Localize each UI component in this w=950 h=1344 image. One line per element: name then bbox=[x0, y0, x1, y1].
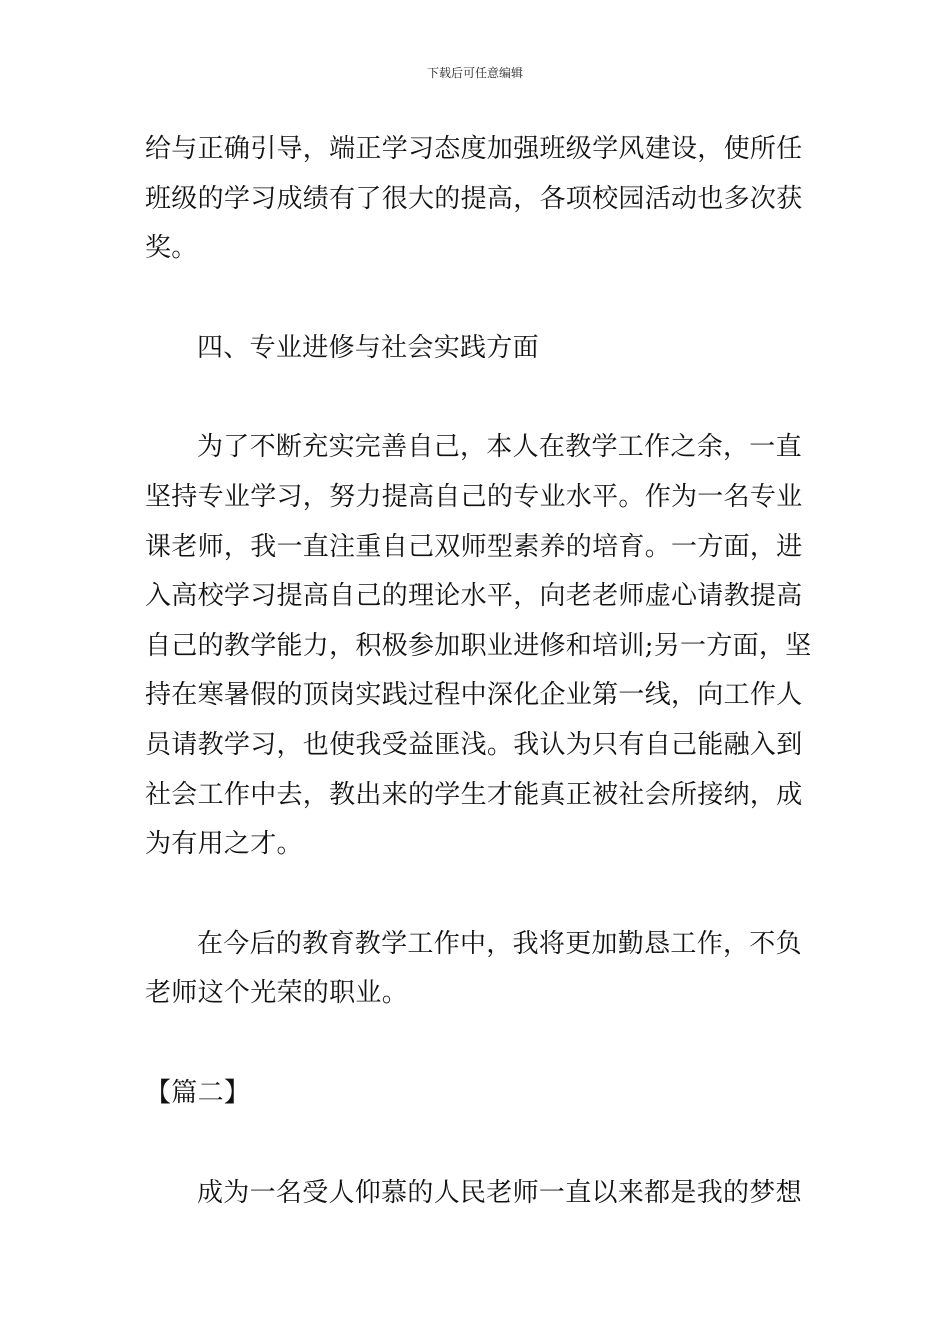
text-line: 员请教学习，也使我受益匪浅。我认为只有自己能融入到 bbox=[145, 729, 803, 760]
text-line: 课老师，我一直注重自己双师型素养的培育。一方面，进 bbox=[145, 531, 803, 562]
document-body bbox=[145, 125, 810, 1218]
text-line: 社会工作中去，教出来的学生才能真正被社会所接纳，成 bbox=[145, 779, 803, 810]
text-line: 为了不断充实完善自己，本人在教学工作之余，一直 bbox=[197, 432, 802, 463]
page-header: 下载后可任意编辑 bbox=[426, 66, 523, 80]
paragraph-chapter-two bbox=[145, 1169, 810, 1219]
text-line: 坚持专业学习，努力提高自己的专业水平。作为一名专业 bbox=[145, 481, 803, 512]
paragraph-professional-study bbox=[145, 423, 810, 869]
paragraph-continuation bbox=[145, 125, 810, 274]
text-line: 在今后的教育教学工作中，我将更加勤恳工作，不负 bbox=[197, 928, 802, 959]
text-line: 班级的学习成绩有了很大的提高，各项校园活动也多次获 bbox=[145, 183, 803, 214]
section-label: 【篇二】 bbox=[145, 1077, 251, 1108]
text-line: 自己的教学能力，积极参加职业进修和培训;另一方面，坚 bbox=[145, 630, 812, 661]
text-line: 奖。 bbox=[145, 233, 198, 264]
text-line: 入高校学习提高自己的理论水平，向老老师虚心请教提高 bbox=[145, 581, 803, 612]
text-line: 为有用之才。 bbox=[145, 829, 303, 860]
text-line: 给与正确引导，端正学习态度加强班级学风建设，使所任 bbox=[145, 134, 803, 164]
text-line: 成为一名受人仰慕的人民老师一直以来都是我的梦想 bbox=[197, 1177, 802, 1208]
text-line: 老师这个光荣的职业。 bbox=[145, 978, 409, 1009]
text-line: 持在寒暑假的顶岗实践过程中深化企业第一线，向工作人 bbox=[145, 680, 803, 711]
paragraph-conclusion bbox=[145, 920, 810, 1019]
section-heading: 四、专业进修与社会实践方面 bbox=[197, 332, 539, 363]
